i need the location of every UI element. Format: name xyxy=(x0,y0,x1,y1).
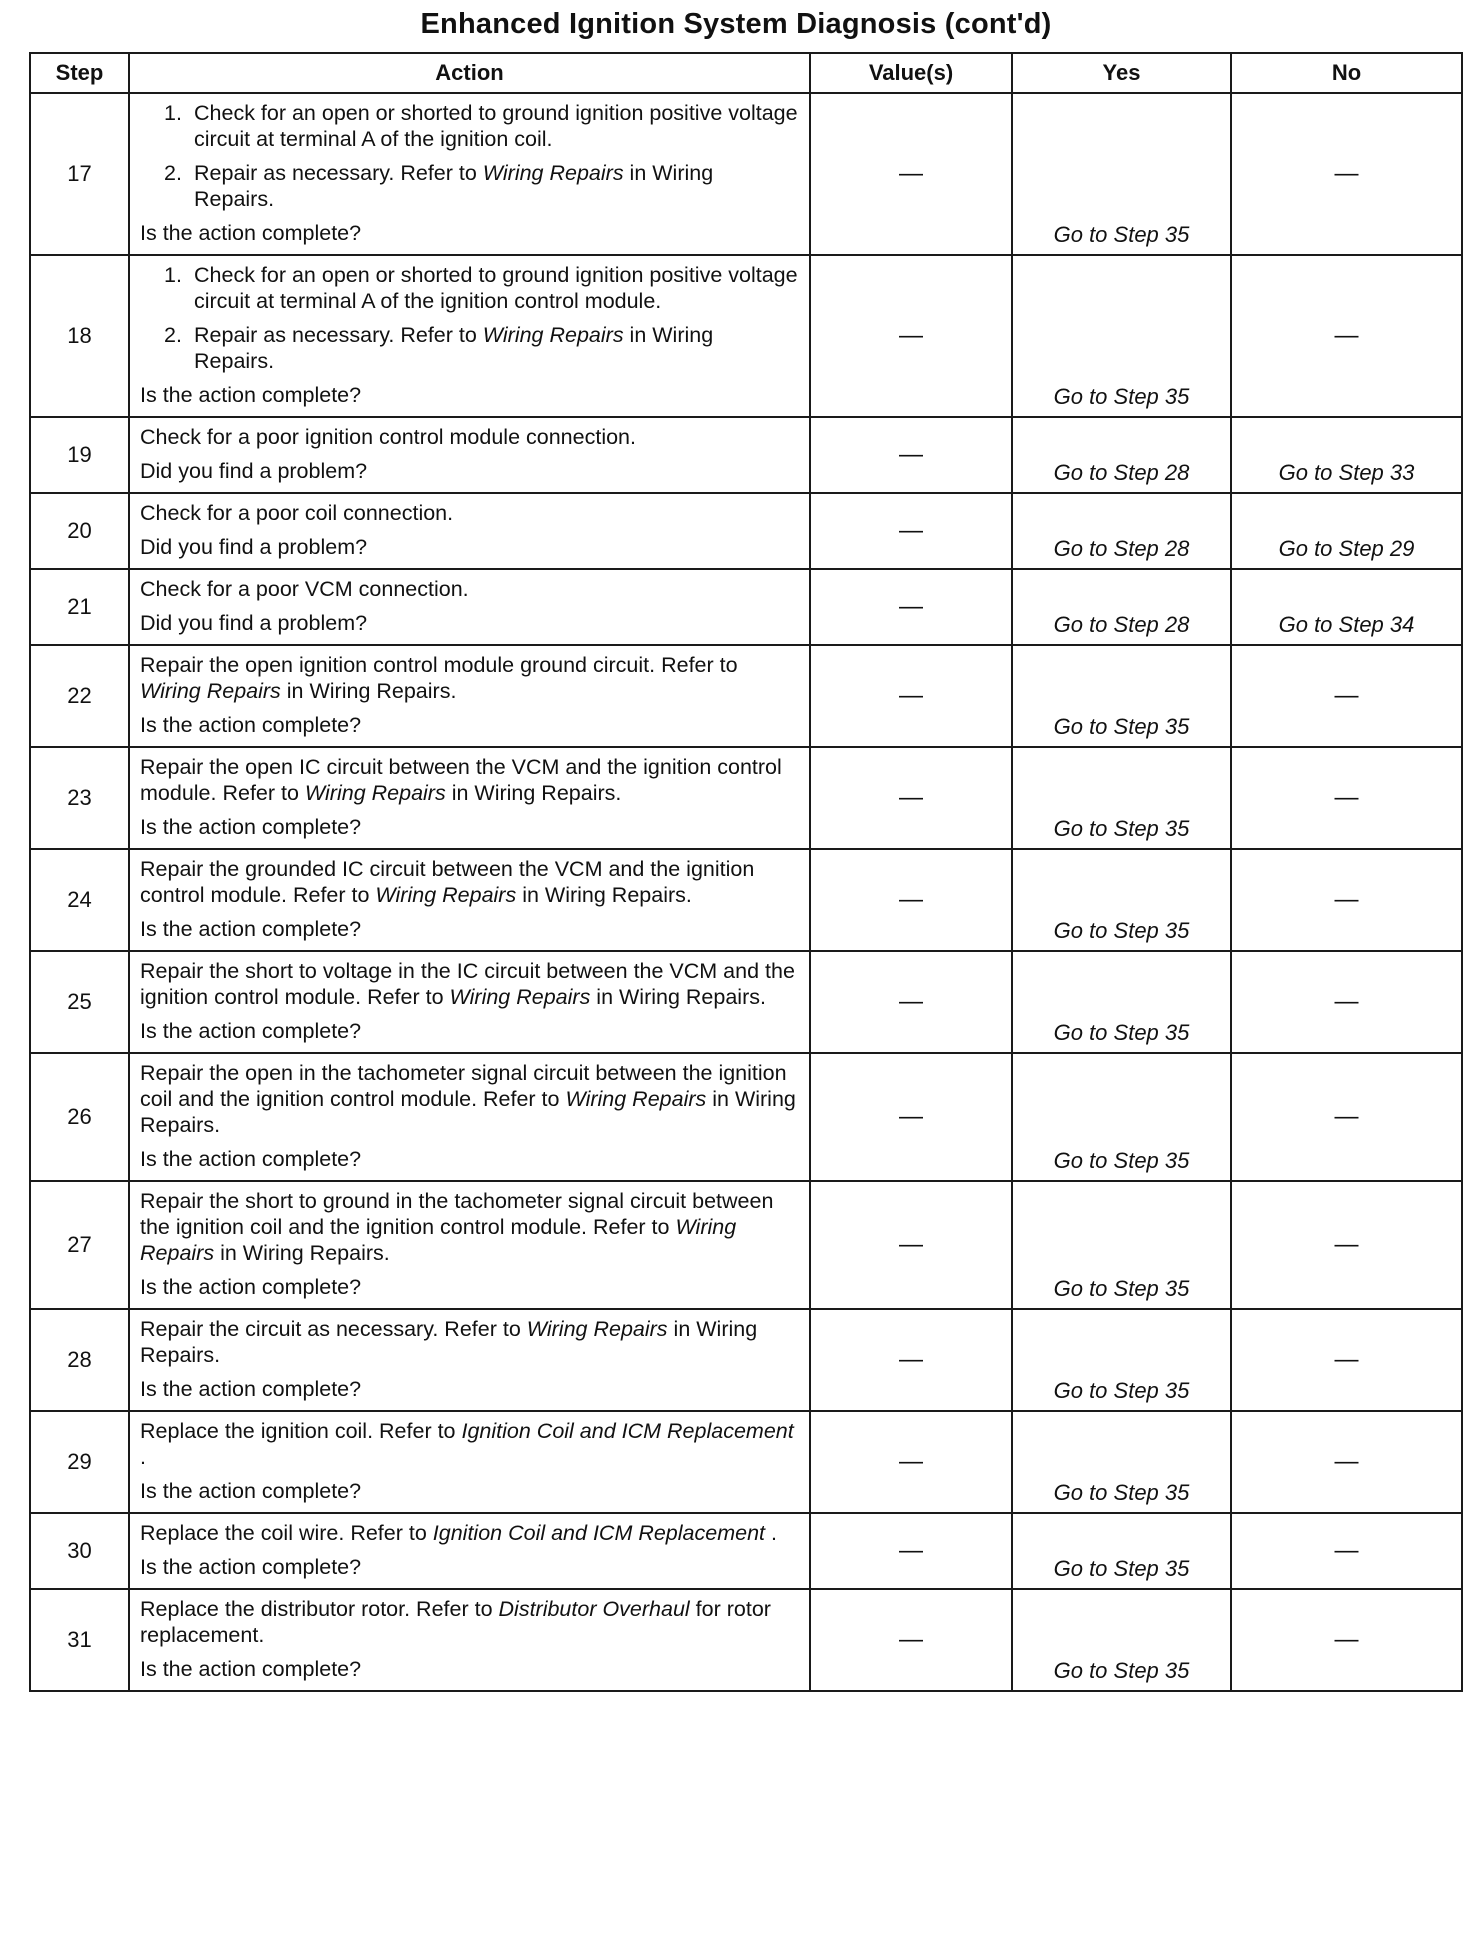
action-cell xyxy=(129,645,810,747)
table-row xyxy=(30,1053,1462,1181)
instruction-text xyxy=(194,262,799,314)
step-number: 23 xyxy=(30,747,129,849)
action-question: Is the action complete? xyxy=(140,1479,362,1503)
no-cell: — xyxy=(1231,849,1462,951)
action-instruction xyxy=(140,1418,799,1470)
value-cell: — xyxy=(810,951,1012,1053)
reference-title: Wiring Repairs xyxy=(482,323,624,347)
value-cell: — xyxy=(810,1589,1012,1691)
instruction-number: 1. xyxy=(164,263,182,287)
table-row xyxy=(30,493,1462,569)
action-text: Check for a poor VCM connection. xyxy=(140,577,469,601)
value-cell: — xyxy=(810,1513,1012,1589)
action-question: Is the action complete? xyxy=(140,1657,362,1681)
action-text: Check for an open or shorted to ground ignition positive voltage circuit at terminal A of the ignition coil. xyxy=(194,101,798,151)
reference-title: Wiring Repairs xyxy=(565,1087,707,1111)
action-text: Check for a poor ignition control module connection. xyxy=(140,425,636,449)
action-cell xyxy=(129,1181,810,1309)
action-text: Check for a poor coil connection. xyxy=(140,501,454,525)
instruction-number: 1. xyxy=(164,101,182,125)
action-text: in Wiring Repairs. xyxy=(140,1317,758,1367)
yes-cell: Go to Step 35 xyxy=(1012,93,1231,255)
table-row xyxy=(30,747,1462,849)
no-cell: — xyxy=(1231,1513,1462,1589)
yes-cell: Go to Step 28 xyxy=(1012,569,1231,645)
value-cell: — xyxy=(810,1411,1012,1513)
instruction-text xyxy=(194,160,799,212)
value-cell: — xyxy=(810,255,1012,417)
step-number: 29 xyxy=(30,1411,129,1513)
action-instruction xyxy=(140,424,799,450)
step-number: 30 xyxy=(30,1513,129,1589)
action-question: Did you find a problem? xyxy=(140,535,368,559)
yes-cell: Go to Step 35 xyxy=(1012,951,1231,1053)
value-cell: — xyxy=(810,569,1012,645)
table-row xyxy=(30,1181,1462,1309)
no-cell: — xyxy=(1231,93,1462,255)
action-instruction xyxy=(140,958,799,1010)
action-instruction xyxy=(140,500,799,526)
action-cell xyxy=(129,951,810,1053)
action-cell xyxy=(129,493,810,569)
table-body xyxy=(30,93,1462,1691)
table-row xyxy=(30,645,1462,747)
step-number: 26 xyxy=(30,1053,129,1181)
yes-cell: Go to Step 35 xyxy=(1012,645,1231,747)
no-cell: Go to Step 34 xyxy=(1231,569,1462,645)
yes-cell: Go to Step 35 xyxy=(1012,1513,1231,1589)
action-text: . xyxy=(140,1445,146,1469)
action-instruction xyxy=(140,652,799,704)
reference-title: Ignition Coil and ICM Replacement xyxy=(461,1419,794,1443)
step-number: 27 xyxy=(30,1181,129,1309)
value-cell: — xyxy=(810,417,1012,493)
action-question: Is the action complete? xyxy=(140,917,362,941)
instruction-number: 2. xyxy=(164,161,182,185)
table-row xyxy=(30,1411,1462,1513)
yes-cell: Go to Step 28 xyxy=(1012,493,1231,569)
action-text: Check for an open or shorted to ground ignition positive voltage circuit at terminal A of the ignition control module. xyxy=(194,263,798,313)
reference-title: Ignition Coil and ICM Replacement xyxy=(432,1521,766,1545)
action-question: Is the action complete? xyxy=(140,221,362,245)
no-cell: — xyxy=(1231,1589,1462,1691)
action-question: Is the action complete? xyxy=(140,1377,362,1401)
step-number: 28 xyxy=(30,1309,129,1411)
diagnosis-table xyxy=(29,52,1463,1692)
yes-cell: Go to Step 35 xyxy=(1012,1589,1231,1691)
numbered-instruction xyxy=(164,322,799,374)
value-cell: — xyxy=(810,1309,1012,1411)
action-text: Replace the ignition coil. Refer to xyxy=(140,1419,462,1443)
action-instruction xyxy=(140,1520,799,1546)
action-text: Repair the circuit as necessary. Refer to xyxy=(140,1317,527,1341)
action-text: Repair the short to ground in the tachometer signal circuit between the ignition coil and the ignition control module. Refer to xyxy=(140,1189,774,1239)
numbered-instruction xyxy=(164,160,799,212)
action-cell xyxy=(129,1309,810,1411)
value-cell: — xyxy=(810,747,1012,849)
action-instruction xyxy=(140,1596,799,1648)
instruction-number: 2. xyxy=(164,323,182,347)
action-cell xyxy=(129,417,810,493)
table-row xyxy=(30,93,1462,255)
no-cell: — xyxy=(1231,1181,1462,1309)
action-text: in Wiring Repairs. xyxy=(140,1087,796,1137)
value-cell: — xyxy=(810,93,1012,255)
reference-title: Wiring Repairs xyxy=(375,883,517,907)
no-cell: — xyxy=(1231,1309,1462,1411)
step-number: 24 xyxy=(30,849,129,951)
action-text: in Wiring Repairs. xyxy=(214,1241,390,1265)
action-cell xyxy=(129,1589,810,1691)
action-cell xyxy=(129,1053,810,1181)
action-instruction xyxy=(140,754,799,806)
action-text: in Wiring Repairs. xyxy=(194,161,714,211)
step-number: 22 xyxy=(30,645,129,747)
page-title: Enhanced Ignition System Diagnosis (cont'd) xyxy=(420,8,1052,40)
table-row xyxy=(30,849,1462,951)
action-text: Replace the coil wire. Refer to xyxy=(140,1521,433,1545)
column-header-action: Action xyxy=(129,53,810,93)
action-text: Repair the grounded IC circuit between the VCM and the ignition control module. Refer to xyxy=(140,857,755,907)
action-cell xyxy=(129,747,810,849)
yes-cell: Go to Step 35 xyxy=(1012,1181,1231,1309)
action-instruction xyxy=(140,1060,799,1138)
reference-title: Wiring Repairs xyxy=(140,1215,737,1265)
reference-title: Wiring Repairs xyxy=(449,985,591,1009)
action-text: for rotor replacement. xyxy=(140,1597,771,1647)
action-question: Is the action complete? xyxy=(140,815,362,839)
numbered-instruction xyxy=(164,100,799,152)
step-number: 18 xyxy=(30,255,129,417)
action-instruction xyxy=(140,1188,799,1266)
yes-cell: Go to Step 35 xyxy=(1012,1053,1231,1181)
yes-cell: Go to Step 35 xyxy=(1012,849,1231,951)
no-cell: — xyxy=(1231,645,1462,747)
numbered-instruction xyxy=(164,262,799,314)
reference-title: Wiring Repairs xyxy=(526,1317,668,1341)
action-cell xyxy=(129,569,810,645)
yes-cell: Go to Step 35 xyxy=(1012,747,1231,849)
action-question: Is the action complete? xyxy=(140,1555,362,1579)
action-cell xyxy=(129,849,810,951)
column-header-step: Step xyxy=(30,53,129,93)
no-cell: — xyxy=(1231,747,1462,849)
action-question: Is the action complete? xyxy=(140,1019,362,1043)
action-text: Repair as necessary. Refer to xyxy=(194,323,483,347)
action-question: Is the action complete? xyxy=(140,383,362,407)
reference-title: Distributor Overhaul xyxy=(498,1597,690,1621)
action-cell xyxy=(129,1513,810,1589)
table-row xyxy=(30,417,1462,493)
instruction-text xyxy=(194,100,799,152)
table-row xyxy=(30,255,1462,417)
table-row xyxy=(30,1589,1462,1691)
action-cell xyxy=(129,1411,810,1513)
yes-cell: Go to Step 28 xyxy=(1012,417,1231,493)
action-text: . xyxy=(765,1521,777,1545)
action-text: in Wiring Repairs. xyxy=(280,679,457,703)
reference-title: Wiring Repairs xyxy=(482,161,624,185)
no-cell: Go to Step 33 xyxy=(1231,417,1462,493)
action-question: Did you find a problem? xyxy=(140,459,368,483)
table-row xyxy=(30,569,1462,645)
step-number: 21 xyxy=(30,569,129,645)
table-row xyxy=(30,1309,1462,1411)
action-instruction xyxy=(140,576,799,602)
action-text: in Wiring Repairs. xyxy=(194,323,714,373)
action-question: Is the action complete? xyxy=(140,713,362,737)
reference-title: Wiring Repairs xyxy=(304,781,446,805)
no-cell: — xyxy=(1231,1411,1462,1513)
yes-cell: Go to Step 35 xyxy=(1012,1411,1231,1513)
action-question: Is the action complete? xyxy=(140,1275,362,1299)
step-number: 20 xyxy=(30,493,129,569)
value-cell: — xyxy=(810,493,1012,569)
action-text: in Wiring Repairs. xyxy=(590,985,766,1009)
action-cell xyxy=(129,255,810,417)
action-text: Replace the distributor rotor. Refer to xyxy=(140,1597,499,1621)
column-header-no: No xyxy=(1231,53,1462,93)
value-cell: — xyxy=(810,645,1012,747)
action-instruction xyxy=(140,856,799,908)
column-header-values: Value(s) xyxy=(810,53,1012,93)
reference-title: Wiring Repairs xyxy=(140,679,281,703)
table-row xyxy=(30,1513,1462,1589)
action-text: Repair the open ignition control module ground circuit. Refer to xyxy=(140,653,738,677)
instruction-text xyxy=(194,322,799,374)
action-cell xyxy=(129,93,810,255)
no-cell: — xyxy=(1231,951,1462,1053)
action-text: Repair the open in the tachometer signal circuit between the ignition coil and the ignition control module. Refer to xyxy=(140,1061,787,1111)
step-number: 17 xyxy=(30,93,129,255)
action-instruction xyxy=(140,1316,799,1368)
yes-cell: Go to Step 35 xyxy=(1012,1309,1231,1411)
action-text: Repair as necessary. Refer to xyxy=(194,161,483,185)
action-question: Is the action complete? xyxy=(140,1147,362,1171)
no-cell: Go to Step 29 xyxy=(1231,493,1462,569)
value-cell: — xyxy=(810,1181,1012,1309)
step-number: 19 xyxy=(30,417,129,493)
action-text: in Wiring Repairs. xyxy=(516,883,692,907)
table-row xyxy=(30,951,1462,1053)
action-question: Did you find a problem? xyxy=(140,611,368,635)
action-text: Repair the short to voltage in the IC circuit between the VCM and the ignition control module. Refer to xyxy=(140,959,795,1009)
action-text: Repair the open IC circuit between the VCM and the ignition control module. Refer to xyxy=(140,755,782,805)
value-cell: — xyxy=(810,1053,1012,1181)
value-cell: — xyxy=(810,849,1012,951)
no-cell: — xyxy=(1231,255,1462,417)
yes-cell: Go to Step 35 xyxy=(1012,255,1231,417)
step-number: 25 xyxy=(30,951,129,1053)
step-number: 31 xyxy=(30,1589,129,1691)
table-header-row xyxy=(30,53,1462,93)
column-header-yes: Yes xyxy=(1012,53,1231,93)
action-text: in Wiring Repairs. xyxy=(445,781,622,805)
no-cell: — xyxy=(1231,1053,1462,1181)
